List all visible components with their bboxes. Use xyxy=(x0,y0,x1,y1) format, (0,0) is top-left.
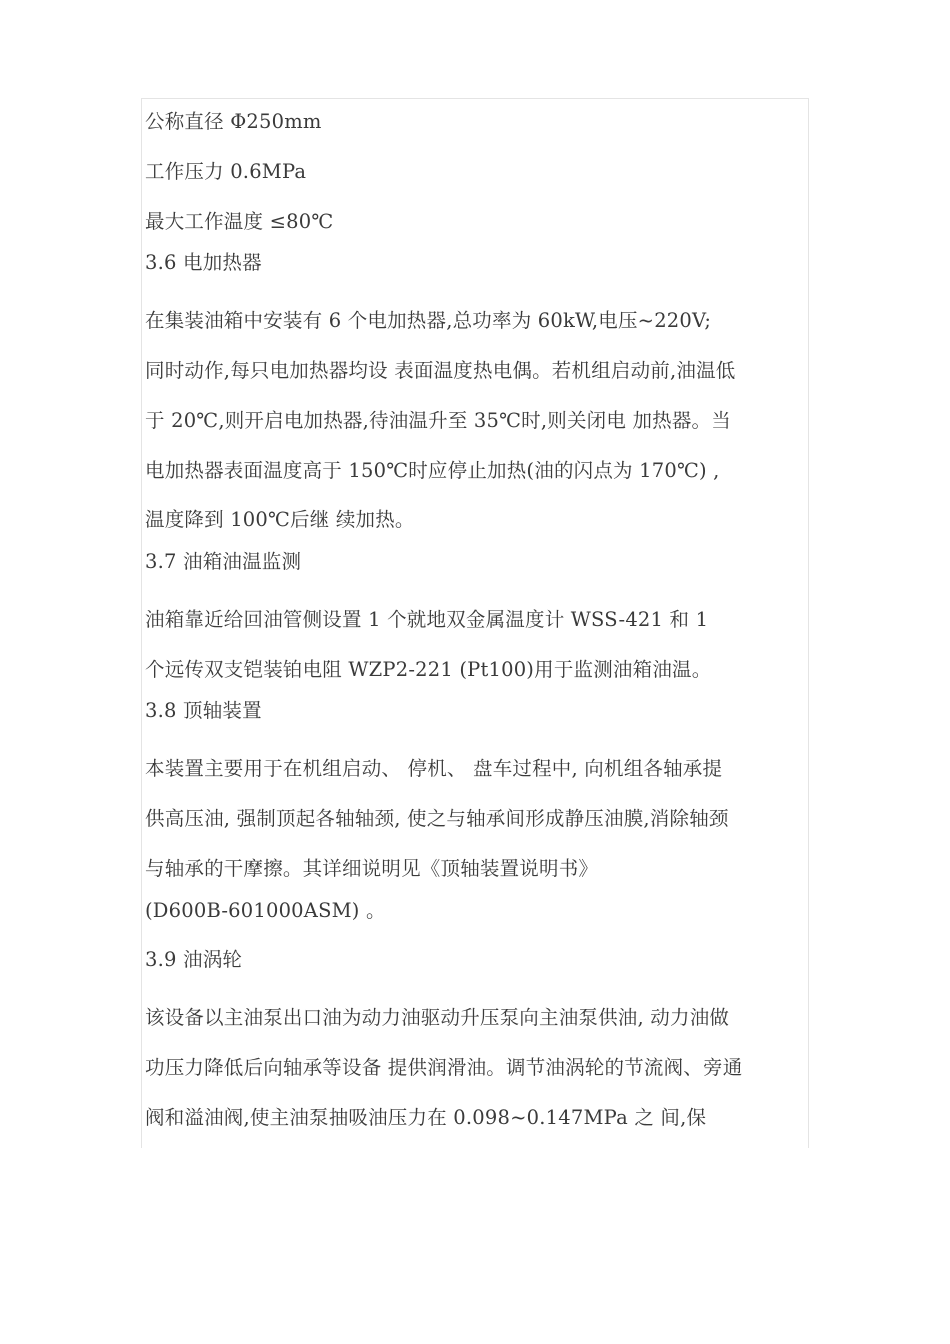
paragraph-line: 温度降到 100℃后继 续加热。 xyxy=(145,508,415,531)
paragraph-line: 阀和溢油阀,使主油泵抽吸油压力在 0.098~0.147MPa 之 间,保 xyxy=(145,1106,707,1129)
paragraph-line: 于 20℃,则开启电加热器,待油温升至 35℃时,则关闭电 加热器。当 xyxy=(145,409,731,432)
paragraph-line: 电加热器表面温度高于 150℃时应停止加热(油的闪点为 170℃) , xyxy=(145,459,720,482)
section-heading-3-9: 3.9 油涡轮 xyxy=(145,948,243,971)
paragraph-line: (D600B-601000ASM) 。 xyxy=(145,899,386,922)
paragraph-line: 功压力降低后向轴承等设备 提供润滑油。调节油涡轮的节流阀、旁通 xyxy=(145,1056,743,1079)
spec-max-working-temp: 最大工作温度 ≤80℃ xyxy=(145,210,334,233)
paragraph-line: 在集装油箱中安装有 6 个电加热器,总功率为 60kW,电压~220V; xyxy=(145,309,712,332)
paragraph-line: 该设备以主油泵出口油为动力油驱动升压泵向主油泵供油, 动力油做 xyxy=(145,1006,730,1029)
paragraph-line: 同时动作,每只电加热器均设 表面温度热电偶。若机组启动前,油温低 xyxy=(145,359,736,382)
section-heading-3-7: 3.7 油箱油温监测 xyxy=(145,550,302,573)
spec-working-pressure: 工作压力 0.6MPa xyxy=(145,160,307,183)
section-heading-3-8: 3.8 顶轴装置 xyxy=(145,699,262,722)
paragraph-line: 供高压油, 强制顶起各轴轴颈, 使之与轴承间形成静压油膜,消除轴颈 xyxy=(145,807,729,830)
paragraph-line: 本装置主要用于在机组启动、 停机、 盘车过程中, 向机组各轴承提 xyxy=(145,757,723,780)
spec-nominal-diameter: 公称直径 Φ250mm xyxy=(145,110,322,133)
paragraph-line: 油箱靠近给回油管侧设置 1 个就地双金属温度计 WSS-421 和 1 xyxy=(145,608,709,631)
paragraph-line: 个远传双支铠装铂电阻 WZP2-221 (Pt100)用于监测油箱油温。 xyxy=(145,658,712,681)
paragraph-line: 与轴承的干摩擦。其详细说明见《顶轴装置说明书》 xyxy=(145,857,599,880)
section-heading-3-6: 3.6 电加热器 xyxy=(145,251,262,274)
